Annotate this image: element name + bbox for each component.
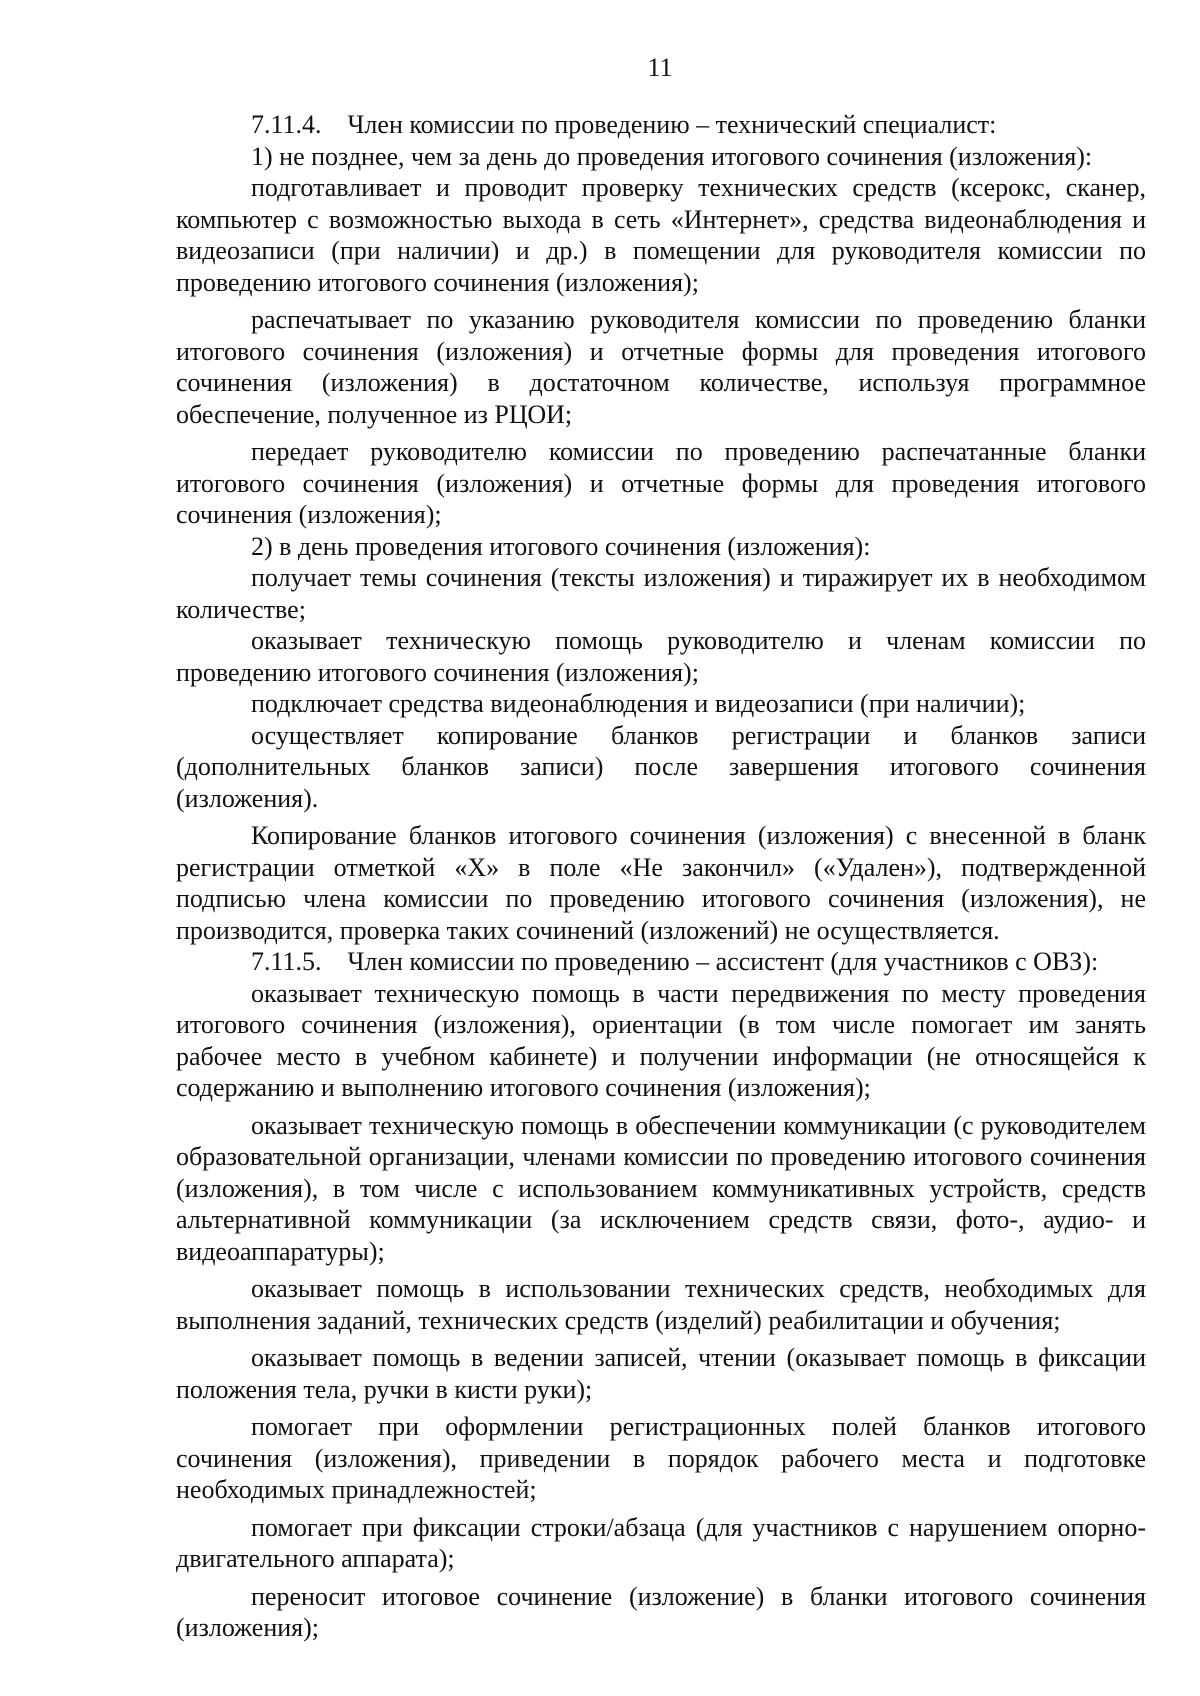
document-body [176,109,1146,1644]
subitem-on-day: 2) в день проведения итогового сочинения (изложения): [251,531,871,561]
paragraph-assist-line-fixation: помогает при фиксации строки/абзаца (для участников с нарушением опорно-двигательного аппарата); [176,1512,1146,1573]
paragraph-assist-writing: оказывает помощь в ведении записей, чтении (оказывает помощь в фиксации положения тела, ручки в кисти руки); [176,1343,1146,1404]
paragraph-assist-registration: помогает при оформлении регистрационных полей бланков итогового сочинения (изложения), приведении в порядок рабочего места и подготовке необходимых принадлежностей; [176,1412,1146,1504]
section-heading-7-11-4: 7.11.4. Член комиссии по проведению – технический специалист: [251,110,997,139]
paragraph-connect-video: подключает средства видеонаблюдения и видеозаписи (при наличии); [251,689,1026,718]
paragraph-copy-restriction: Копирование бланков итогового сочинения (изложения) с внесенной в бланк регистрации отметкой «Х» в поле «Не закончил» («Удален»), подтвержденной подписью члена комиссии по проведению итогового сочинения (изложения), не производится, проверка таких сочинений (изложений) не осуществляется. [176,821,1146,945]
paragraph-transfer-essay: переносит итоговое сочинение (изложение) в бланки итогового сочинения (изложения); [176,1581,1146,1642]
subitem-before-day: 1) не позднее, чем за день до проведения итогового сочинения (изложения): [251,141,1093,171]
paragraph-assist-movement: оказывает техническую помощь в части передвижения по месту проведения итогового сочинения (изложения), ориентации (в том числе помогает им занять рабочее место в учебном кабинете) и получении информации (не относящейся к содержанию и выполнению итогового сочинения (изложения); [176,978,1146,1102]
paragraph-copy-forms: осуществляет копирование бланков регистрации и бланков записи (дополнительных бланков записи) после завершения итогового сочинения (изложения). [176,720,1146,813]
paragraph-prepare-equipment: подготавливает и проводит проверку технических средств (ксерокс, сканер, компьютер с возможностью выхода в сеть «Интернет», средства видеонаблюдения и видеозаписи (при наличии) и др.) в помещении для руководителя комиссии по проведению итогового сочинения (изложения); [176,173,1146,297]
paragraph-assist-technical-means: оказывает помощь в использовании технических средств, необходимых для выполнения заданий, технических средств (изделий) реабилитации и обучения; [176,1274,1146,1335]
paragraph-print-forms: распечатывает по указанию руководителя комиссии по проведению бланки итогового сочинения (изложения) и отчетные формы для проведения итогового сочинения (изложения) в достаточном количестве, используя программное обеспечение, полученное из РЦОИ; [176,305,1146,429]
paragraph-receive-topics: получает темы сочинения (тексты изложения) и тиражирует их в необходимом количестве; [176,563,1146,624]
section-heading-7-11-5: 7.11.5. Член комиссии по проведению – ассистент (для участников с ОВЗ): [251,947,1099,976]
paragraph-hand-over-forms: передает руководителю комиссии по проведению распечатанные бланки итогового сочинения (изложения) и отчетные формы для проведения итогового сочинения (изложения); [176,437,1146,529]
page-number: 11 [647,53,673,82]
paragraph-assist-communication: оказывает техническую помощь в обеспечении коммуникации (с руководителем образовательной организации, членами комиссии по проведению итогового сочинения (изложения), в том числе с использованием коммуникативных устройств, средств альтернативной коммуникации (за исключением средств связи, фото-, аудио- и видеоаппаратуры); [176,1110,1146,1266]
paragraph-technical-help: оказывает техническую помощь руководителю и членам комиссии по проведению итогового сочинения (изложения); [176,626,1146,687]
